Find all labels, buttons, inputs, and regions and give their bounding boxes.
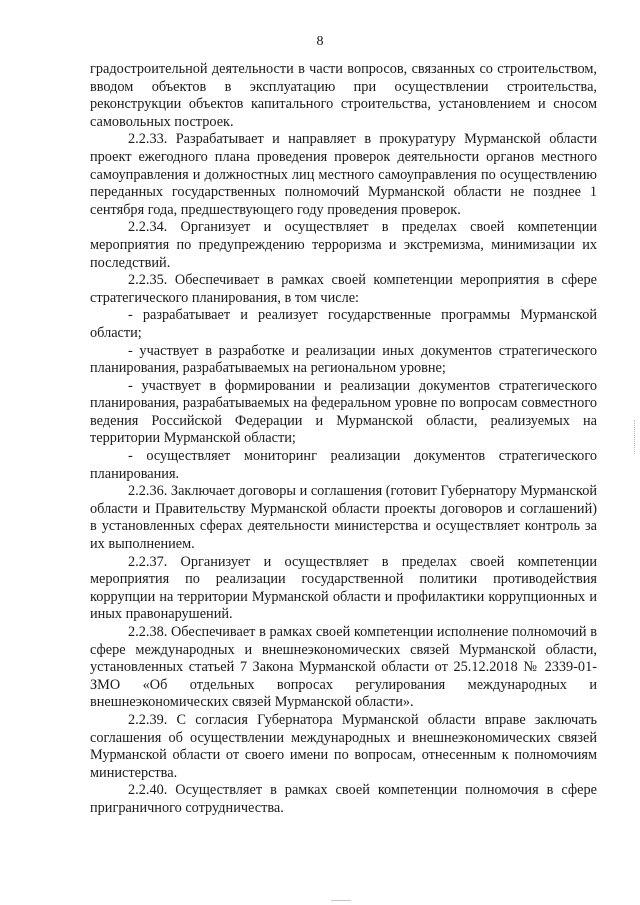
paragraph-continuation: градостроительной деятельности в части вопросов, связанных со строительством, вводом объектов в эксплуатацию при осуществлении строительства, реконструкции объектов капитального строительства, установлением и сносом самовольных построек. bbox=[90, 61, 597, 130]
list-item-programs: - разрабатывает и реализует государственные программы Мурманской области; bbox=[90, 307, 597, 341]
paragraph-2-2-35: 2.2.35. Обеспечивает в рамках своей компетенции мероприятия в сфере стратегического планирования, в том числе: bbox=[90, 272, 597, 306]
paragraph-2-2-34: 2.2.34. Организует и осуществляет в пределах своей компетенции мероприятия по предупреждению терроризма и экстремизма, минимизации их последствий. bbox=[90, 219, 597, 271]
list-item-regional-documents: - участвует в разработке и реализации иных документов стратегического планирования, разрабатываемых на региональном уровне; bbox=[90, 342, 597, 377]
paragraph-2-2-33: 2.2.33. Разрабатывает и направляет в прокуратуру Мурманской области проект ежегодного плана проведения проверок деятельности органов местного самоуправления и должностных лиц местного самоуправления по осуществлению переданных государственных полномочий Мурманской области не позднее 1 сентября года, предшествующего году проведения проверок. bbox=[90, 131, 597, 218]
paragraph-2-2-38: 2.2.38. Обеспечивает в рамках своей компетенции исполнение полномочий в сфере международных и внешнеэкономических связей Мурманской области, установленных статьей 7 Закона Мурманской области от 25.12.2018 № 2339-01-ЗМО «Об отдельных вопросах регулирования международных и внешнеэкономических связей Мурманской области». bbox=[90, 624, 597, 711]
list-item-monitoring: - осуществляет мониторинг реализации документов стратегического планирования. bbox=[90, 448, 597, 482]
paragraph-2-2-36: 2.2.36. Заключает договоры и соглашения (готовит Губернатору Мурманской области и Правительству Мурманской области проекты договоров и соглашений) в установленных сферах деятельности министерства и осуществляет контроль за их выполнением. bbox=[90, 483, 597, 553]
paragraph-2-2-39: 2.2.39. С согласия Губернатора Мурманской области вправе заключать соглашения об осуществлении международных и внешнеэкономических связей Мурманской области от своего имени по вопросам, отнесенным к полномочиям министерства. bbox=[90, 711, 597, 781]
paragraph-2-2-40: 2.2.40. Осуществляет в рамках своей компетенции полномочия в сфере приграничного сотрудничества. bbox=[90, 782, 597, 816]
page-number: 8 bbox=[316, 34, 324, 49]
scan-bottom-mark bbox=[331, 900, 351, 901]
list-item-federal-documents: - участвует в формировании и реализации документов стратегического планирования, разрабатываемых на федеральном уровне по вопросам совместного ведения Российской Федерации и Мурманской области, реализуемых на территории Мурманской области; bbox=[90, 377, 597, 447]
document-body bbox=[90, 61, 597, 818]
paragraph-2-2-37: 2.2.37. Организует и осуществляет в пределах своей компетенции мероприятия по реализации государственной политики противодействия коррупции на территории Мурманской области и профилактики коррупционных и иных правонарушений. bbox=[90, 553, 597, 623]
scan-margin-mark bbox=[634, 420, 638, 454]
